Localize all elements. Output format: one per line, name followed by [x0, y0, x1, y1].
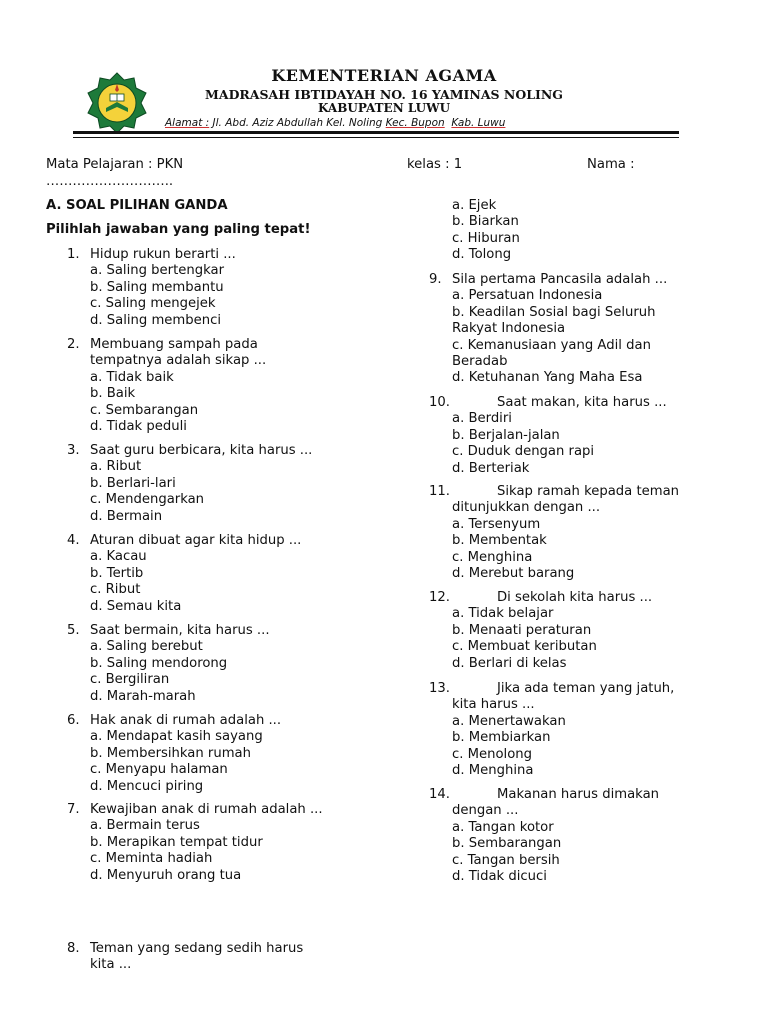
address-prefix: Alamat : [165, 117, 210, 129]
question-text: Membuang sampah pada [90, 337, 258, 352]
answer-option: a. Tersenyum [452, 516, 541, 532]
instruction-text: Pilihlah jawaban yang paling tepat! [46, 222, 311, 237]
question-text: Sikap ramah kepada teman [497, 484, 680, 499]
answer-option: c. Kemanusiaan yang Adil dan [452, 337, 651, 353]
answer-option: d. Ketuhanan Yang Maha Esa [452, 370, 643, 386]
answer-option: a. Tidak belajar [452, 606, 554, 622]
answer-option: b. Berjalan-jalan [452, 427, 560, 443]
answer-option: b. Saling mendorong [90, 655, 228, 671]
answer-option: c. Menghina [452, 549, 533, 565]
answer-option: d. Menyuruh orang tua [90, 867, 242, 883]
question-number: 8. [67, 941, 80, 956]
answer-option: b. Membiarkan [452, 730, 551, 746]
school-name: MADRASAH IBTIDAYAH NO. 16 YAMINAS NOLING [205, 87, 563, 102]
answer-option: a. Saling bertengkar [90, 263, 224, 279]
question-text: ditunjukkan dengan ... [452, 500, 601, 516]
answer-option: a. Tangan kotor [452, 819, 554, 835]
answer-option: Rakyat Indonesia [452, 321, 566, 337]
answer-option: b. Berlari-lari [90, 475, 176, 491]
answer-option: c. Duduk dengan rapi [452, 444, 595, 460]
answer-option: d. Semau kita [90, 598, 182, 614]
section-title-text: A. SOAL PILIHAN GANDA [46, 198, 228, 213]
answer-option: d. Berteriak [452, 460, 530, 476]
answer-option: c. Mendengarkan [90, 492, 205, 508]
answer-option: d. Menghina [452, 763, 534, 778]
ministry-title: KEMENTERIAN AGAMA [271, 66, 497, 85]
answer-option: c. Ribut [90, 582, 141, 598]
question-text: Saat makan, kita harus ... [497, 395, 667, 410]
address-district: Kec. Bupon [385, 117, 445, 129]
question-text: Di sekolah kita harus ... [497, 590, 653, 605]
question-number: 5. [67, 623, 80, 638]
regency-name: KABUPATEN LUWU [317, 101, 451, 115]
answer-option: c. Tangan bersih [452, 852, 560, 868]
answer-option: b. Merapikan tempat tidur [90, 834, 263, 850]
answer-option: Beradab [452, 354, 508, 369]
school-address [165, 117, 505, 129]
answer-option: a. Saling berebut [90, 639, 203, 655]
answer-option: b. Menaati peraturan [452, 622, 592, 638]
answer-option: d. Tolong [452, 247, 512, 263]
answer-option: b. Membentak [452, 533, 547, 549]
answer-option: b. Baik [90, 386, 136, 402]
question-text: kita harus ... [452, 697, 535, 713]
question-text: Saat bermain, kita harus ... [90, 623, 270, 638]
answer-option: b. Saling membantu [90, 279, 224, 295]
question-text: Sila pertama Pancasila adalah ... [452, 272, 668, 287]
question-text: Kewajiban anak di rumah adalah ... [90, 802, 323, 817]
answer-option: d. Tidak peduli [90, 419, 187, 434]
subject-label: Mata Pelajaran : PKN [46, 157, 184, 172]
question-number: 3. [67, 443, 80, 458]
question-number: 7. [67, 802, 80, 817]
answer-option: d. Saling membenci [90, 312, 222, 328]
name-dots: ……………………….. [46, 174, 174, 189]
question-number: 1. [67, 247, 80, 262]
question-text: Jika ada teman yang jatuh, [497, 681, 675, 696]
header-rule-thin [73, 137, 679, 138]
answer-option: b. Tertib [90, 565, 144, 581]
question-text: Makanan harus dimakan [497, 787, 660, 802]
answer-option: b. Sembarangan [452, 836, 562, 852]
header-rule-thick [73, 131, 679, 134]
answer-option: a. Kacau [90, 549, 147, 565]
answer-option: a. Menertawakan [452, 713, 566, 729]
question-number: 9. [429, 272, 442, 287]
question-number: 11. [429, 484, 450, 499]
answer-option: b. Biarkan [452, 214, 519, 230]
answer-option: c. Hiburan [452, 230, 520, 246]
question-number: 2. [67, 337, 80, 352]
question-number: 10. [429, 395, 450, 410]
answer-option: c. Meminta hadiah [90, 851, 213, 867]
question-text: Saat guru berbicara, kita harus ... [90, 443, 313, 458]
address-street: Jl. Abd. Aziz Abdullah Kel. Noling [209, 117, 386, 129]
answer-option: b. Membersihkan rumah [90, 745, 251, 761]
answer-option: a. Mendapat kasih sayang [90, 729, 263, 745]
question-number: 14. [429, 787, 450, 802]
question-number: 6. [67, 713, 80, 728]
question-text: Hak anak di rumah adalah ... [90, 713, 282, 728]
answer-option: d. Mencuci piring [90, 778, 204, 794]
address-regency: Kab. Luwu [451, 117, 506, 129]
question-number: 4. [67, 533, 80, 548]
question-text: kita ... [90, 957, 132, 973]
answer-option: a. Ribut [90, 459, 142, 475]
answer-option: d. Bermain [90, 508, 163, 524]
answer-option: c. Sembarangan [90, 402, 199, 418]
answer-option: a. Berdiri [452, 411, 512, 427]
question-number: 13. [429, 681, 450, 696]
answer-option: c. Menolong [452, 746, 533, 762]
answer-option: c. Menyapu halaman [90, 762, 228, 778]
answer-option: a. Tidak baik [90, 369, 174, 385]
answer-option: c. Bergiliran [90, 672, 170, 688]
answer-option: a. Ejek [452, 198, 497, 213]
question-text: Teman yang sedang sedih harus [90, 941, 304, 956]
answer-option: c. Membuat keributan [452, 639, 597, 655]
question-text: Aturan dibuat agar kita hidup ... [90, 533, 302, 548]
answer-option: d. Berlari di kelas [452, 655, 567, 671]
answer-option: c. Saling mengejek [90, 296, 216, 312]
answer-option: d. Merebut barang [452, 566, 575, 581]
question-text: Hidup rukun berarti ... [90, 247, 236, 262]
answer-option: d. Marah-marah [90, 688, 196, 704]
name-label: Nama : [587, 157, 635, 172]
answer-option: a. Persatuan Indonesia [452, 288, 603, 304]
section-title [46, 198, 228, 214]
answer-option: b. Keadilan Sosial bagi Seluruh [452, 304, 656, 320]
class-label: kelas : 1 [407, 157, 463, 172]
question-text: tempatnya adalah sikap ... [90, 353, 267, 369]
question-text: dengan ... [452, 803, 519, 819]
answer-option: d. Tidak dicuci [452, 869, 547, 884]
answer-option: a. Bermain terus [90, 818, 200, 834]
question-number: 12. [429, 590, 450, 605]
